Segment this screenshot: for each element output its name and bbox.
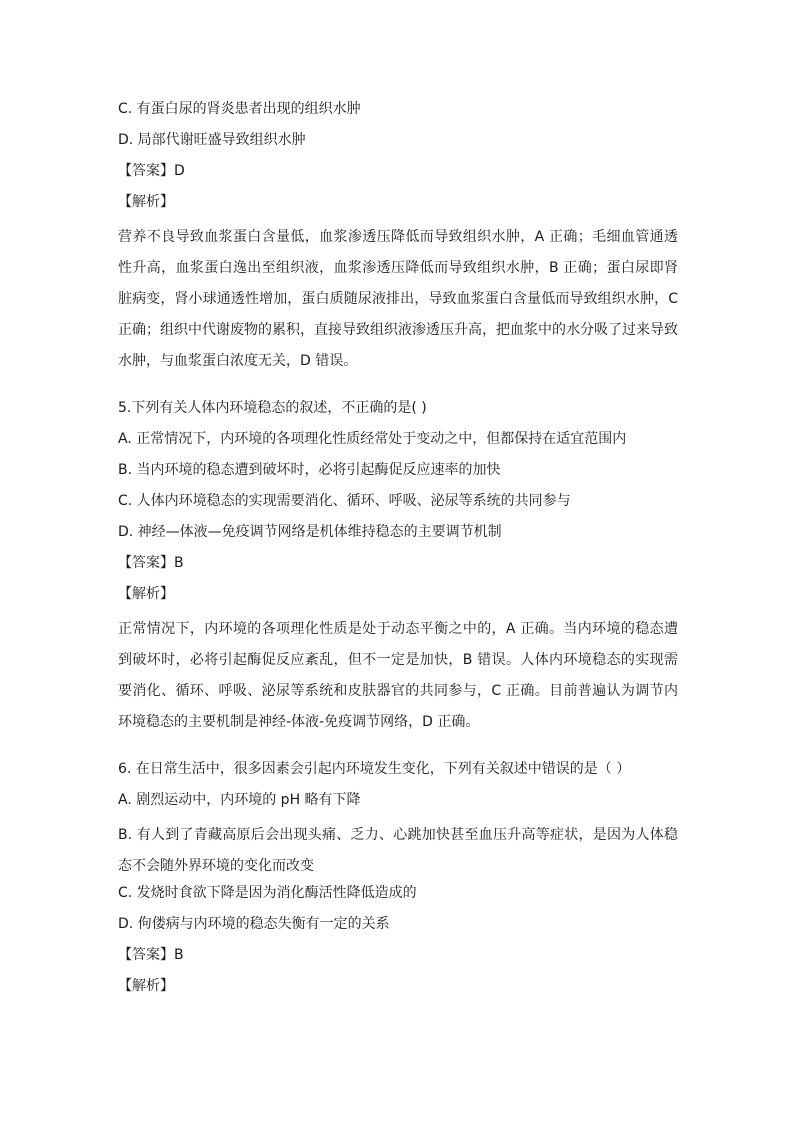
q6-analysis-label: 【解析】 bbox=[118, 978, 174, 994]
q5-option-a: A. 正常情况下，内环境的各项理化性质经常处于变动之中，但都保持在适宜范围内 bbox=[118, 431, 627, 447]
question-5 bbox=[118, 397, 678, 738]
q5-option-c: C. 人体内环境稳态的实现需要消化、循环、呼吸、泌尿等系统的共同参与 bbox=[118, 493, 571, 509]
q6-option-b: B. 有人到了青藏高原后会出现头痛、乏力、心跳加快甚至血压升高等症状，是因为人体稳态不会随外界环境的变化而改变 bbox=[118, 827, 678, 874]
q4-analysis-label: 【解析】 bbox=[118, 194, 174, 210]
q5-analysis-label: 【解析】 bbox=[118, 586, 174, 602]
question-6 bbox=[118, 758, 678, 997]
spacer bbox=[118, 377, 678, 397]
q6-option-c: C. 发烧时食欲下降是因为消化酶活性降低造成的 bbox=[118, 885, 417, 901]
q6-stem: 6. 在日常生活中，很多因素会引起内环境发生变化，下列有关叙述中错误的是（ ） bbox=[118, 761, 631, 777]
q4-answer: 【答案】D bbox=[118, 163, 185, 179]
q5-option-d: D. 神经—体液—免疫调节网络是机体维持稳态的主要调节机制 bbox=[118, 524, 502, 540]
q5-stem: 5.下列有关人体内环境稳态的叙述，不正确的是( ) bbox=[118, 400, 427, 416]
q6-option-a: A. 剧烈运动中，内环境的 pH 略有下降 bbox=[118, 792, 361, 808]
spacer bbox=[118, 738, 678, 758]
q4-analysis-text: 营养不良导致血浆蛋白含量低，血浆渗透压降低而导致组织水肿，A 正确；毛细血管通透性升高，血浆蛋白逸出至组织液，血浆渗透压降低而导致组织水肿，B 正确；蛋白尿即肾脏病变，肾小球通透性增加，蛋白质随尿液排出，导致血浆蛋白含量低而导致组织水肿，C 正确；组织中代谢废物的累积，直接导致组织液渗透压升高，把血浆中的水分吸了过来导致水肿，与血浆蛋白浓度无关，D 错误。 bbox=[118, 229, 678, 369]
q4-option-d: D. 局部代谢旺盛导致组织水肿 bbox=[118, 132, 306, 148]
q5-answer: 【答案】B bbox=[118, 555, 184, 571]
document-page bbox=[118, 98, 678, 1006]
q6-answer: 【答案】B bbox=[118, 947, 184, 963]
q6-option-d: D. 佝偻病与内环境的稳态失衡有一定的关系 bbox=[118, 916, 390, 932]
q4-option-c: C. 有蛋白尿的肾炎患者出现的组织水肿 bbox=[118, 101, 361, 117]
q5-option-b: B. 当内环境的稳态遭到破坏时，必将引起酶促反应速率的加快 bbox=[118, 462, 501, 478]
question-4-continued bbox=[118, 98, 678, 377]
q5-analysis-text: 正常情况下，内环境的各项理化性质是处于动态平衡之中的，A 正确。当内环境的稳态遭到破坏时，必将引起酶促反应紊乱，但不一定是加快，B 错误。人体内环境稳态的实现需要消化、循环、呼吸、泌尿等系统和皮肤器官的共同参与，C 正确。目前普遍认为调节内环境稳态的主要机制是神经-体液-免疫调节网络，D 正确。 bbox=[118, 621, 678, 730]
